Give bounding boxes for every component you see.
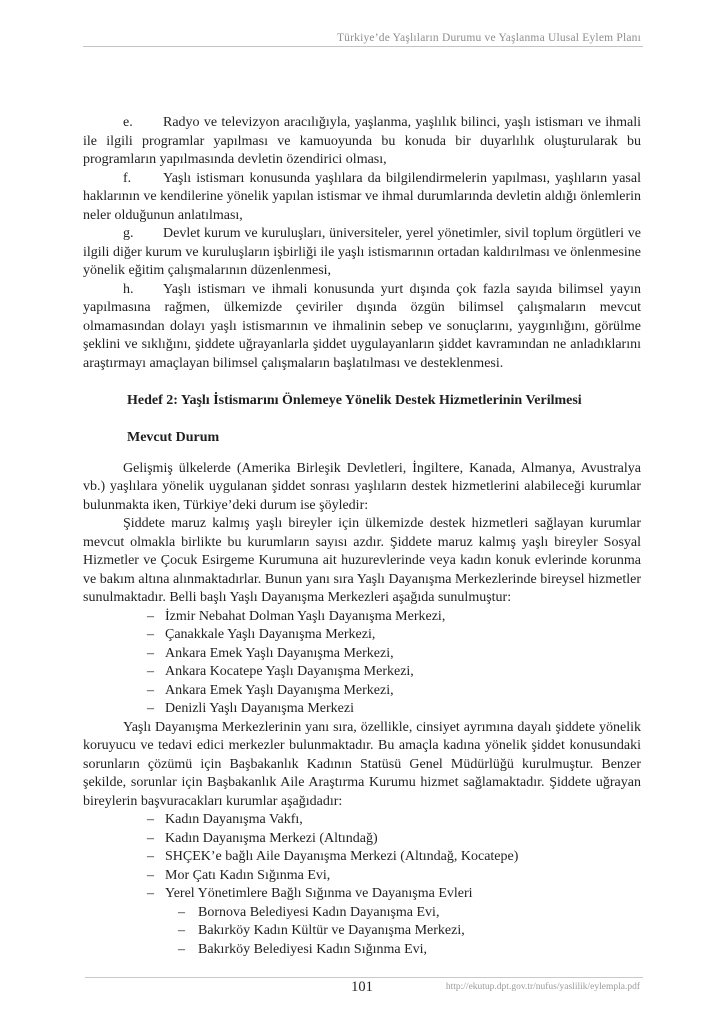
dash-bullet: – <box>147 664 154 679</box>
list-item <box>83 663 641 682</box>
list-item-text: Bakırköy Kadın Kültür ve Dayanışma Merkezi, <box>198 923 465 938</box>
dash-bullet: – <box>178 941 185 957</box>
item-letter: e. <box>123 115 133 130</box>
list-item-text: Yerel Yönetimlere Bağlı Sığınma ve Dayanışma Evleri <box>165 886 473 901</box>
footer-url: http://ekutup.dpt.gov.tr/nufus/yaslilik/eylempla.pdf <box>445 982 640 992</box>
list-item-text: İzmir Nebahat Dolman Yaşlı Dayanışma Merkezi, <box>165 608 446 624</box>
sub-list-item <box>83 904 641 923</box>
list-item <box>83 848 641 867</box>
list-item-text: Ankara Kocatepe Yaşlı Dayanışma Merkezi, <box>165 664 414 679</box>
item-letter: g. <box>123 226 134 241</box>
goal-heading: Hedef 2: Yaşlı İstismarını Önlemeye Yönelik Destek Hizmetlerinin Verilmesi <box>127 392 582 408</box>
dash-bullet: – <box>147 608 154 624</box>
dash-bullet: – <box>147 830 154 846</box>
item-text: Yaşlı istismarı konusunda yaşlılara da bilgilendirmelerin yapılması, yaşlıların yasal haklarının ve kendilerine yönelik yapılan istismar ve ihmal durumlarında devletin aldığı önlemlerin neler olduğunun anlatılması, <box>83 170 641 223</box>
dash-bullet: – <box>147 627 154 642</box>
list-item <box>83 608 641 627</box>
dash-bullet: – <box>147 867 154 883</box>
institutions-list <box>83 811 641 959</box>
dash-bullet: – <box>178 923 185 938</box>
lettered-paragraph-g <box>83 225 641 281</box>
solidarity-centers-list <box>83 608 641 719</box>
item-letter: h. <box>123 281 134 297</box>
lettered-paragraph-h <box>83 281 641 374</box>
header-divider <box>83 46 643 47</box>
list-item <box>83 830 641 849</box>
item-text: Devlet kurum ve kuruluşları, üniversiteler, yerel yönetimler, sivil toplum örgütleri ve ilgili diğer kurum ve kuruluşların işbirliği ile yaşlı istismarının ortadan kaldırılması ve önlenmesine yönelik eğitim çalışmalarının düzenlenmesi, <box>83 226 641 278</box>
item-text: Radyo ve televizyon aracılığıyla, yaşlanma, yaşlılık bilinci, yaşlı istismarı ve ihmali ile ilgili programlar yapılması ve kamuoyunda bu konuda bir duyarlılık oluşturularak bu programların yapılmasında devletin özendirici olması, <box>83 115 641 167</box>
list-item-text: SHÇEK’e bağlı Aile Dayanışma Merkezi (Altındağ, Kocatepe) <box>165 849 519 864</box>
list-item-text: Bakırköy Belediyesi Kadın Sığınma Evi, <box>198 941 428 957</box>
dash-bullet: – <box>147 701 154 716</box>
item-text: Yaşlı istismarı ve ihmali konusunda yurt dışında çok fazla sayıda bilimsel yayın yapılmasına rağmen, ülkemizde çeviriler dışında özgün bilimsel çalışmaların mevcut olmamasından dolayı yaşlı istismarının ve ihmalinin sebep ve sonuçlarını, yaygınlığını, görülme şeklini ve sıklığını, şiddete uğrayanlarla şiddet uygulayanların şiddet kavramından ne anladıklarını araştırmayı amaçlayan bilimsel çalışmaların başlatılması ve desteklenmesi. <box>83 281 641 371</box>
dash-bullet: – <box>178 904 185 920</box>
list-item <box>83 645 641 664</box>
list-item <box>83 700 641 719</box>
list-item-text: Denizli Yaşlı Dayanışma Merkezi <box>165 701 354 716</box>
paragraph-intro: Gelişmiş ülkelerde (Amerika Birleşik Devletleri, İngiltere, Kanada, Almanya, Avustralya vb.) yaşlılara yönelik uygulanan şiddet sonrası yaşlıların destek hizmetlerini alabileceği kurumlar bulunmakta iken, Türkiye’deki durum ise şöyledir: <box>83 460 641 513</box>
sub-list-item <box>83 922 641 941</box>
list-item-text: Ankara Emek Yaşlı Dayanışma Merkezi, <box>165 682 394 698</box>
page-number: 101 <box>351 979 373 995</box>
document-body <box>83 114 641 959</box>
list-item <box>83 682 641 701</box>
dash-bullet: – <box>147 849 154 864</box>
sub-list-item <box>83 941 641 960</box>
list-item <box>83 811 641 830</box>
dash-bullet: – <box>147 812 154 827</box>
list-item <box>83 867 641 886</box>
dash-bullet: – <box>147 682 154 698</box>
list-item-text: Kadın Dayanışma Vakfı, <box>165 812 303 827</box>
running-header-title: Türkiye’de Yaşlıların Durumu ve Yaşlanma Ulusal Eylem Planı <box>336 32 641 44</box>
current-status-subheading: Mevcut Durum <box>127 429 220 445</box>
list-item-text: Mor Çatı Kadın Sığınma Evi, <box>165 867 331 883</box>
list-item-text: Ankara Emek Yaşlı Dayanışma Merkezi, <box>165 645 394 661</box>
list-item-text: Kadın Dayanışma Merkezi (Altındağ) <box>165 830 378 846</box>
dash-bullet: – <box>147 886 154 901</box>
lettered-paragraph-f <box>83 170 641 226</box>
lettered-paragraph-e <box>83 114 641 170</box>
item-letter: f. <box>123 170 132 186</box>
dash-bullet: – <box>147 645 154 661</box>
list-item-text: Çanakkale Yaşlı Dayanışma Merkezi, <box>165 627 376 642</box>
list-item-text: Bornova Belediyesi Kadın Dayanışma Evi, <box>198 904 440 920</box>
paragraph-centers: Şiddete maruz kalmış yaşlı bireyler için ülkemizde destek hizmetleri sağlayan kurumlar mevcut olmakla birlikte bu kurumların sayısı azdır. Şiddete maruz kalmış yaşlı bireyler Sosyal Hizmetler ve Çocuk Esirgeme Kurumuna ait huzurevlerinde veya kadın konuk evlerinde korunma ve bakım altına alınmaktadırlar. Bunun yanı sıra Yaşlı Dayanışma Merkezlerinde bireysel hizmetler sunulmaktadır. Belli başlı Yaşlı Dayanışma Merkezleri aşağıda sunulmuştur: <box>83 516 641 605</box>
list-item <box>83 885 641 904</box>
list-item <box>83 626 641 645</box>
footer-divider <box>85 977 643 978</box>
paragraph-support: Yaşlı Dayanışma Merkezlerinin yanı sıra, özellikle, cinsiyet ayrımına dayalı şiddete yönelik koruyucu ve tedavi edici merkezler bulunmaktadır. Bu amaçla kadına yönelik şiddet konusundaki sorunların çözümü için Başbakanlık Kadının Statüsü Genel Müdürlüğü kurulmuştur. Benzer şekilde, sorunlar için Başbakanlık Aile Araştırma Kurumu hizmet sağlamaktadır. Şiddete uğrayan bireylerin başvuracakları kurumlar aşağıdadır: <box>83 719 641 809</box>
